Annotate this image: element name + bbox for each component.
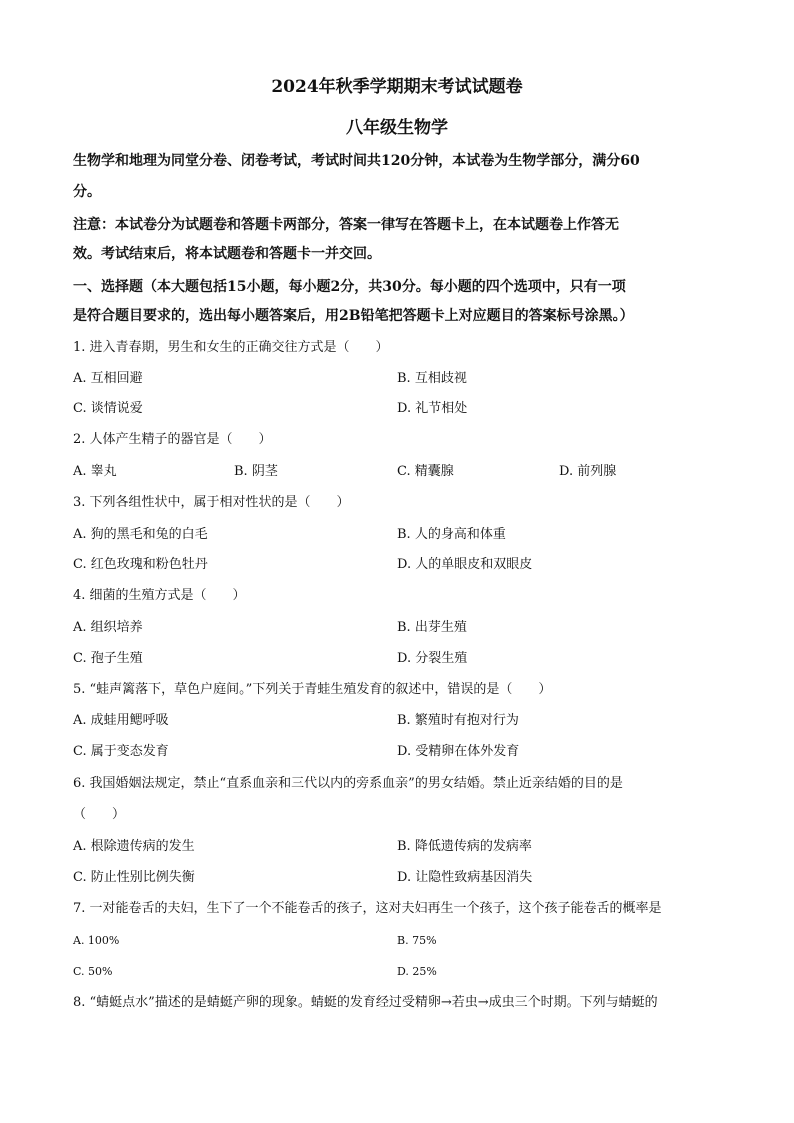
question-6-stem: 6. 我国婚姻法规定，禁止“直系血亲和三代以内的旁系血亲”的男女结婚。禁止近亲结婚的目的是 [73, 776, 623, 791]
question-3-option-d: D. 人的单眼皮和双眼皮 [397, 557, 533, 572]
question-1-option-d: D. 礼节相处 [397, 401, 468, 416]
question-5-stem: 5. “蛙声篱落下，草色户庭间。”下列关于青蛙生殖发育的叙述中，错误的是（ ） [73, 682, 552, 697]
question-2-option-c: C. 精囊腺 [397, 464, 454, 479]
intro-line-1: 生物学和地理为同堂分卷、闭卷考试，考试时间共120分钟，本试卷为生物学部分，满分60 [73, 153, 640, 169]
question-1-option-c: C. 谈情说爱 [73, 401, 143, 416]
exam-title: 2024年秋季学期期末考试试题卷 [271, 77, 523, 97]
question-7-stem: 7. 一对能卷舌的夫妇，生下了一个不能卷舌的孩子，这对夫妇再生一个孩子，这个孩子能卷舌的概率是 [73, 901, 662, 916]
question-3-stem: 3. 下列各组性状中，属于相对性状的是（ ） [73, 495, 350, 510]
question-6-option-a: A. 根除遗传病的发生 [73, 839, 195, 854]
question-7-option-d: D. 25% [397, 965, 437, 978]
question-3-option-c: C. 红色玫瑰和粉色牡丹 [73, 557, 208, 572]
question-1-option-a: A. 互相回避 [73, 371, 143, 386]
question-2-option-d: D. 前列腺 [559, 464, 617, 479]
question-2-option-a: A. 睾丸 [73, 464, 117, 479]
question-1-option-b: B. 互相歧视 [397, 371, 467, 386]
question-1-stem: 1. 进入青春期，男生和女生的正确交往方式是（ ） [73, 340, 389, 355]
intro-line-2: 分。 [73, 184, 101, 200]
question-4-option-c: C. 孢子生殖 [73, 651, 143, 666]
question-7-option-a: A. 100% [73, 934, 120, 947]
question-5-option-b: B. 繁殖时有抱对行为 [397, 713, 519, 728]
note-line-2: 效。考试结束后，将本试题卷和答题卡一并交回。 [73, 246, 381, 262]
note-line-1: 注意：本试卷分为试题卷和答题卡两部分，答案一律写在答题卡上，在本试题卷上作答无 [73, 217, 619, 233]
question-5-option-d: D. 受精卵在体外发育 [397, 744, 520, 759]
question-6-option-d: D. 让隐性致病基因消失 [397, 870, 533, 885]
section-heading-line-1: 一、选择题（本大题包括15小题，每小题2分，共30分。每小题的四个选项中，只有一项 [73, 279, 626, 295]
question-8-stem: 8. “蜻蜓点水”描述的是蜻蜓产卵的现象。蜻蜓的发育经过受精卵→若虫→成虫三个时期。下列与蜻蜓的 [73, 995, 658, 1010]
section-heading-line-2: 是符合题目要求的，选出每小题答案后，用2B铅笔把答题卡上对应题目的答案标号涂黑。） [73, 308, 634, 324]
question-6-stem-continued: （ ） [73, 807, 126, 822]
question-3-option-a: A. 狗的黑毛和兔的白毛 [73, 527, 208, 542]
question-2-stem: 2. 人体产生精子的器官是（ ） [73, 432, 272, 447]
question-4-option-b: B. 出芽生殖 [397, 620, 467, 635]
question-4-option-a: A. 组织培养 [73, 620, 143, 635]
question-4-option-d: D. 分裂生殖 [397, 651, 468, 666]
question-3-option-b: B. 人的身高和体重 [397, 527, 506, 542]
question-5-option-a: A. 成蛙用鳃呼吸 [73, 713, 169, 728]
question-6-option-c: C. 防止性别比例失衡 [73, 870, 195, 885]
question-5-option-c: C. 属于变态发育 [73, 744, 169, 759]
exam-subtitle: 八年级生物学 [346, 118, 448, 138]
question-4-stem: 4. 细菌的生殖方式是（ ） [73, 588, 246, 603]
question-6-option-b: B. 降低遗传病的发病率 [397, 839, 532, 854]
question-7-option-c: C. 50% [73, 965, 113, 978]
question-2-option-b: B. 阴茎 [234, 464, 278, 479]
question-7-option-b: B. 75% [397, 934, 437, 947]
